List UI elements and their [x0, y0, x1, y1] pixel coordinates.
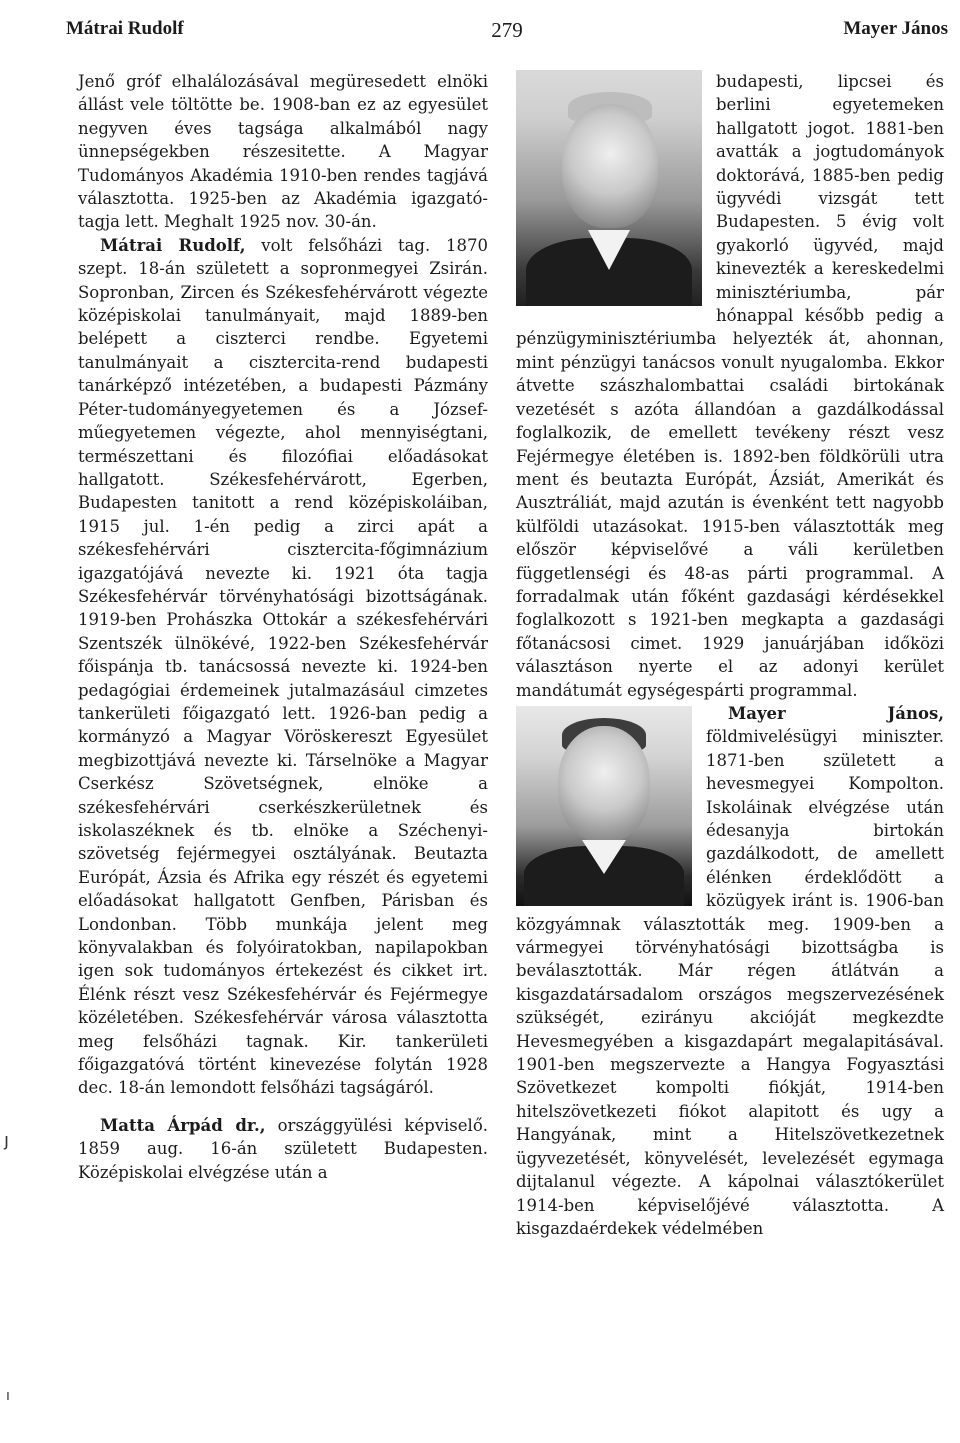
entry-name: Mayer János, [728, 703, 944, 723]
portrait-face [562, 104, 658, 228]
margin-mark: ȷ [4, 1130, 10, 1151]
entry-text: volt felsőházi tag. 1870 szept. 18-án született a sopronmegyei Zsirán. Sopronban, Zircen és Székesfehérvárott végezte középiskolai tanulmányait, majd 1889-ben belépett a ciszterci rendbe. Egyetemi tanulmányait a cisztercita-rend budapesti tanárképző intézetében, a budapesti Pázmány Péter-tudományegyetemen és a József-műegyetemen végezte, ahol mennyiségtani, természettani és filozófiai előadásokat hallgatott. Székesfehérvárott, Egerben, Budapesten tanitott a rend középiskoláiban, 1915 jul. 1-én pedig a zirci apát a székesfehérvári cisztercita-főgimnázium igazgatójává nevezte ki. 1921 óta tagja Székesfehérvár törvényhatósági bizottságának. 1919-ben Prohászka Ottokár a székesfehérvári Szentszék ülnökévé, 1922-ben Székesfehérvár főispánja tb. tanácsossá nevezte ki. 1924-ben pedagógiai érdemeinek jutalmazásául cimzetes tankerületi főigazgató lett. 1926-ban pedig a kormányzó a Magyar Vöröskereszt Egyesület megbizottjává nevezte ki. Társelnöke a Magyar Cserkész Szövetségnek, elnöke a székesfehérvári cserkészkerületnek és iskolaszéknek és tb. elnöke a Széchenyi-szövetség fejérmegyei osztályának. Beutazta Európát, Ázsia és Afrika egy részét és egyetemi előadásokat hallgatott Genfben, Párisban és Londonban. Több munkája jelent meg könyvalakban és folyóiratokban, napilapokban igen sok tudományos értekezést és cikket irt. Élénk részt vesz Székesfehérvár és Fejérmegye közéletében. Székesfehérvár városa választotta meg felsőházi tagnak. Kir. tankerületi főigazgatóvá történt kinevezése folytán 1928 dec. 18-án lemondott felsőházi tagságáról. [78, 235, 488, 1098]
portrait-photo-matta [516, 70, 702, 306]
header-right-title: Mayer János [843, 18, 948, 39]
left-column [78, 70, 488, 1184]
entry-text: országgyülési képviselő. 1859 aug. 16-án született Budapesten. Középiskolai elvégzése után a [78, 1115, 488, 1182]
running-header [66, 18, 948, 48]
entry-text: földmivelésügyi miniszter. 1871-ben született a hevesmegyei Kompolton. Iskoláinak elvégzése után édesanyja birtokán gazdálkodott, de amellett élénken érdeklődött a közügyek iránt is. 1906-ban közgyámnak választották meg. 1909-ben a vármegyei törvényhatósági bizottságba is beválasztották. Már régen átlátván a kisgazdatársadalom országos megszervezésének szükségét, ezirányu akcióját megkezdte Hevesmegyében a kisgazdapárt megalapitásával. 1901-ben megszervezte a Hangya Fogyasztási Szövetkezet kompolti fiókját, 1914-ben hitelszövetkezeti fiókot alapitott és ugy a Hangyának, mint a Hitelszövetkezetnek ügyvezetését, könyvelését, levelezését egymaga dijtalanul végezte. A kápolnai választókerület 1914-ben képviselőjévé választotta. A kisgazdaérdekek védelmében [516, 727, 944, 1238]
header-left-title: Mátrai Rudolf [66, 18, 184, 39]
entry-matta-arpad [78, 1114, 488, 1184]
right-paragraph-1: budapesti, lipcsei és berlini egyetemeken hallgatott jogot. 1881-ben avatták a jogtudományok doktorává, 1885-ben pedig ügyvédi vizsgát tett Budapesten. 5 évig volt gyakorló ügyvéd, majd kinevezték a kereskedelmi minisztériumba, pár hónappal később pedig a pénzügyminisztériumba helyezték át, ahonnan, mint pénzügyi tanácsos vonult nyugalomba. Ekkor átvette szászhalombattai családi birtokának vezetését s azóta állandóan a gazdálkodással foglalkozik, de emellett tevékeny részt vesz Fejérmegye életében is. 1892-ben földkörüli utra ment és beutazta Európát, Ázsiát, Amerikát és Ausztráliát, majd azután is évenként tett nagyobb külföldi utazásokat. 1915-ben választották meg először képviselővé a váli kerületben függetlenségi és 48-as párti programmal. A forradalmak után főként gazdasági kérdésekkel foglalkozott s 1921-ben megkapta a gazdasági főtanácsosi cimet. 1929 januárjában időközi választáson nyerte el az adonyi kerület mandátumát egységespárti programmal. [516, 72, 944, 700]
margin-mark: ı [6, 1388, 10, 1404]
entry-name: Mátrai Rudolf, [100, 235, 246, 255]
page-number: 279 [491, 18, 523, 42]
entry-mayer-janos [516, 702, 944, 1240]
left-paragraph-1: Jenő gróf elhalálozásával megüresedett elnöki állást vele töltötte be. 1908-ban ez az egyesület negyven éves tagsága alkalmából nagy ünnepségekben részesitette. A Magyar Tudományos Akadémia 1910-ben rendes tagjává választotta. 1925-ben az Akadémia igazgató-tagja lett. Meghalt 1925 nov. 30-án. [78, 72, 488, 232]
portrait-face [558, 726, 650, 842]
right-column [516, 70, 944, 1240]
portrait-photo-mayer [516, 706, 692, 906]
entry-name: Matta Árpád dr., [100, 1115, 266, 1135]
entry-matrai-rudolf [78, 234, 488, 1100]
